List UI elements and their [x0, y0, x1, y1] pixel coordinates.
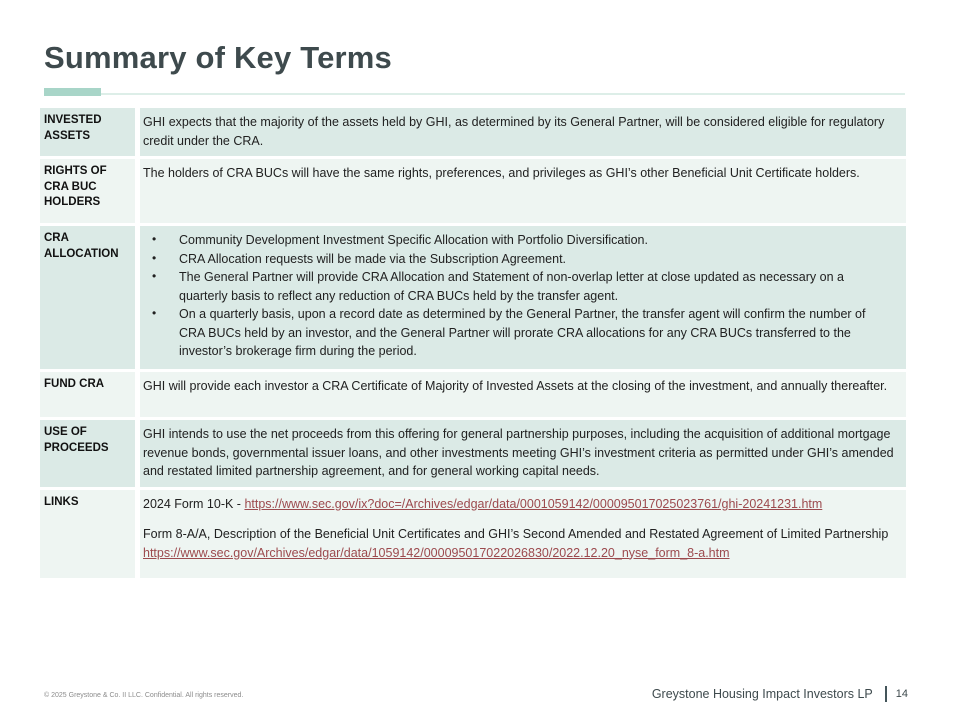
row-label: CRA ALLOCATION — [40, 226, 135, 369]
bullet-icon: • — [152, 306, 157, 320]
row-content: GHI expects that the majority of the assets held by GHI, as determined by its General Partner, will be considered eligible for regulatory credit under the CRA. — [140, 108, 906, 156]
bullet-icon: • — [152, 250, 157, 265]
company-name: Greystone Housing Impact Investors LP — [651, 687, 873, 701]
link-paragraph — [143, 525, 894, 562]
key-terms-table — [40, 108, 906, 581]
bullet-icon: • — [152, 269, 157, 283]
row-content: GHI intends to use the net proceeds from this offering for general partnership purposes, including the acquisition of additional mortgage revenue bonds, governmental issuer loans, and other investments meeting GHI’s investment criteria as permitted under GHI’s amended and restated limited partnership agreement, and for general working capital needs. — [140, 420, 906, 487]
form-10k-link[interactable]: https://www.sec.gov/ix?doc=/Archives/edgar/data/0001059142/000095017025023761/ghi-20241231.htm — [244, 496, 823, 511]
list-item — [143, 268, 894, 305]
page-number: 14 — [895, 688, 908, 700]
table-row-invested-assets — [40, 108, 906, 156]
row-label: USE OF PROCEEDS — [40, 420, 135, 487]
link-prefix: Form 8-A/A, Description of the Beneficial Unit Certificates and GHI’s Second Amended and Restated Agreement of Limited Partnership — [143, 527, 889, 541]
row-label: LINKS — [40, 490, 135, 578]
page-title: Summary of Key Terms — [44, 40, 392, 75]
row-label: FUND CRA — [40, 372, 135, 417]
table-row-cra-allocation — [40, 226, 906, 369]
row-content — [140, 226, 906, 369]
title-accent-rule — [101, 93, 905, 95]
link-prefix: 2024 Form 10-K - — [143, 496, 245, 511]
bullet-text: The General Partner will provide CRA Allocation and Statement of non-overlap letter at close updated as necessary on a quarterly basis to reflect any reduction of CRA BUCs held by the transfer agent. — [179, 270, 844, 303]
bullet-icon: • — [152, 232, 157, 246]
bullet-list — [143, 231, 894, 361]
form-8a-link[interactable]: https://www.sec.gov/Archives/edgar/data/1059142/000095017022026830/2022.12.20_nyse_form_8-a.htm — [143, 545, 730, 560]
title-accent-bar — [44, 88, 101, 96]
table-row-rights-of-cra-buc-holders — [40, 159, 906, 223]
bullet-text: On a quarterly basis, upon a record date as determined by the General Partner, the transfer agent will confirm the number of CRA BUCs held by an investor, and the General Partner will prorate CRA allocations for any CRA BUCs transferred to the investor’s brokerage firm during the period. — [179, 307, 866, 358]
row-content: The holders of CRA BUCs will have the same rights, preferences, and privileges as GHI’s other Beneficial Unit Certificate holders. — [140, 159, 906, 223]
row-label: INVESTED ASSETS — [40, 108, 135, 156]
copyright-text: © 2025 Greystone & Co. II LLC. Confidential. All rights reserved. — [44, 692, 244, 699]
bullet-text: Community Development Investment Specific Allocation with Portfolio Diversification. — [179, 233, 648, 247]
table-row-fund-cra — [40, 372, 906, 417]
slide-footer — [44, 686, 908, 702]
row-content — [140, 490, 906, 578]
bullet-text: CRA Allocation requests will be made via the Subscription Agreement. — [179, 251, 567, 266]
link-paragraph — [143, 495, 894, 514]
list-item — [143, 231, 894, 250]
footer-divider — [885, 686, 887, 702]
row-label: RIGHTS OF CRA BUC HOLDERS — [40, 159, 135, 223]
footer-right — [652, 686, 908, 702]
table-row-use-of-proceeds — [40, 420, 906, 487]
row-content: GHI will provide each investor a CRA Certificate of Majority of Invested Assets at the closing of the investment, and annually thereafter. — [140, 372, 906, 417]
list-item — [143, 305, 894, 361]
list-item — [143, 250, 894, 269]
table-row-links — [40, 490, 906, 578]
